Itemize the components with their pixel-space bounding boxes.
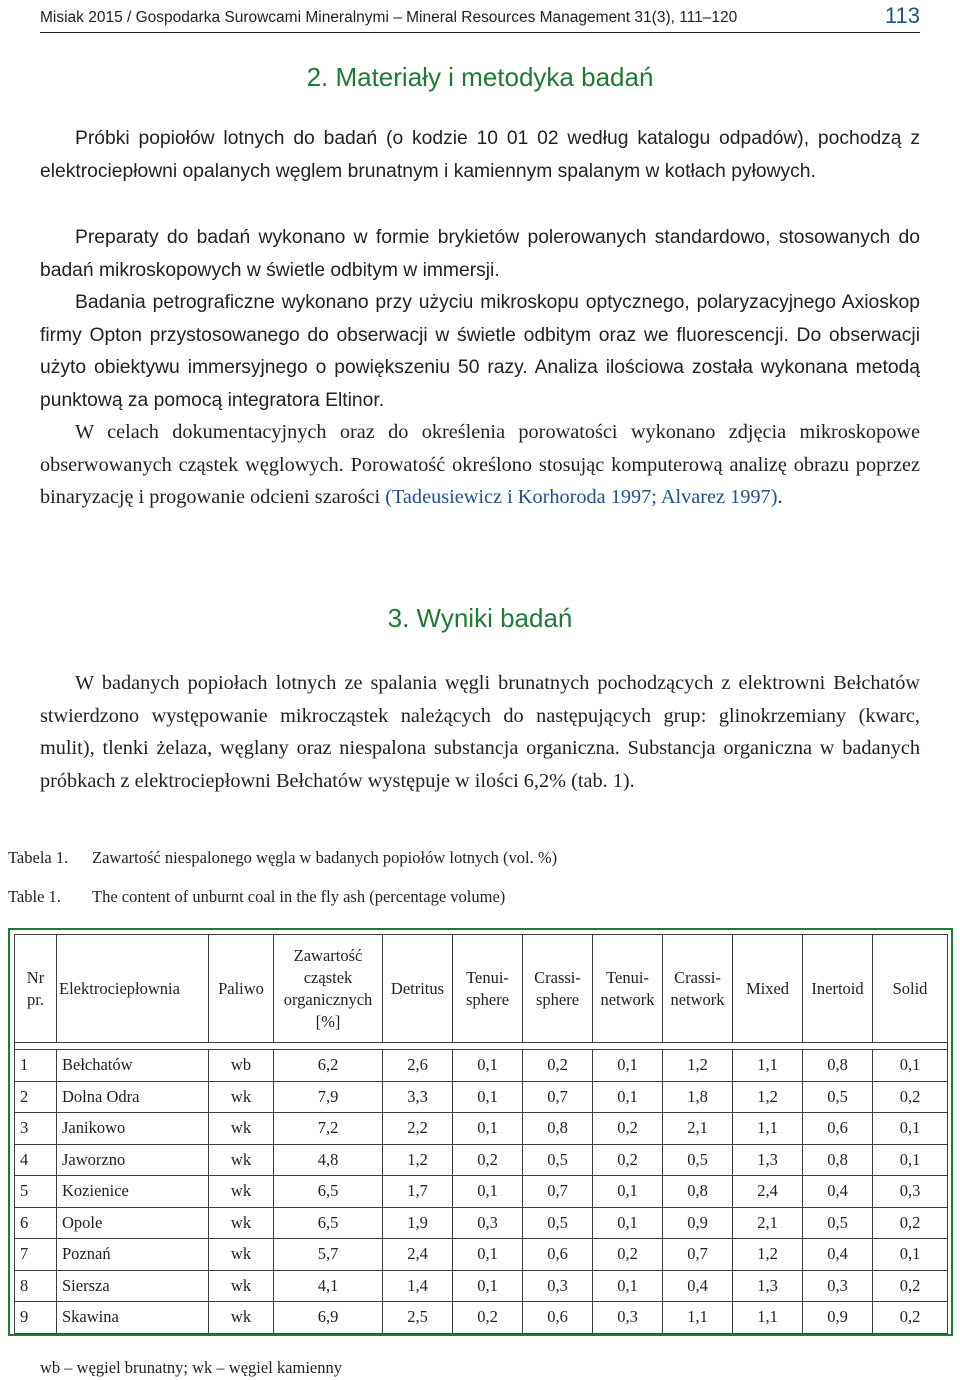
table-cell: 6 — [15, 1207, 57, 1239]
table-cell: 0,2 — [593, 1144, 663, 1176]
table-cell: 0,8 — [803, 1050, 873, 1082]
table-cell: 1,1 — [733, 1050, 803, 1082]
table-cell: Janikowo — [57, 1113, 209, 1145]
table-cell: 0,7 — [523, 1081, 593, 1113]
table-footnote: wb – węgiel brunatny; wk – węgiel kamienny — [40, 1358, 342, 1377]
section-2-title: 2. Materiały i metodyka badań — [306, 62, 654, 92]
table-cell: 0,1 — [453, 1239, 523, 1271]
table-cell: 0,8 — [663, 1176, 733, 1208]
table-cell: wk — [209, 1302, 274, 1334]
table-cell: 0,8 — [523, 1113, 593, 1145]
table-cell: Dolna Odra — [57, 1081, 209, 1113]
table-caption-en — [8, 887, 505, 907]
section-2-paragraph-4 — [40, 416, 920, 514]
table-cell: 2,1 — [733, 1207, 803, 1239]
table-cell: 0,5 — [803, 1207, 873, 1239]
table-row — [15, 1050, 948, 1082]
table-cell: 0,2 — [593, 1239, 663, 1271]
table-cell: 1 — [15, 1050, 57, 1082]
table-cell: Poznań — [57, 1239, 209, 1271]
table-cell: 2,4 — [383, 1239, 453, 1271]
table-row — [15, 1207, 948, 1239]
table-row — [15, 1144, 948, 1176]
table-cell: wk — [209, 1113, 274, 1145]
table-cell: 0,5 — [523, 1207, 593, 1239]
table-cell: 3,3 — [383, 1081, 453, 1113]
page-number: 113 — [884, 3, 920, 28]
table-cell: 6,9 — [274, 1302, 383, 1334]
table-caption-en-label: Table 1. — [8, 887, 61, 906]
table-cell: 9 — [15, 1302, 57, 1334]
section-2-paragraph-1: Próbki popiołów lotnych do badań (o kodzie 10 01 02 według katalogu odpadów), pochodzą z elektrociepłowni opalanych węglem brunatnym i kamiennym spalanym w kotłach pyłowych. — [40, 128, 920, 182]
table-cell: 4 — [15, 1144, 57, 1176]
table-cell: 0,2 — [873, 1081, 948, 1113]
table-cell: 0,3 — [453, 1207, 523, 1239]
table-header-cell: Inertoid — [803, 935, 873, 1043]
section-3-title: 3. Wyniki badań — [387, 603, 573, 633]
table-cell: 0,7 — [663, 1239, 733, 1271]
table-row — [15, 1176, 948, 1208]
table-cell: 8 — [15, 1270, 57, 1302]
table-cell: 0,2 — [873, 1270, 948, 1302]
table-caption-en-text: The content of unburnt coal in the fly ash (percentage volume) — [92, 887, 506, 906]
table-cell: Skawina — [57, 1302, 209, 1334]
table-cell: 5 — [15, 1176, 57, 1208]
table-cell: 0,1 — [593, 1207, 663, 1239]
table-cell: 3 — [15, 1113, 57, 1145]
table-cell: 1,2 — [733, 1081, 803, 1113]
table-header-cell: Solid — [873, 935, 948, 1043]
table-cell: Kozienice — [57, 1176, 209, 1208]
table-cell: 0,7 — [523, 1176, 593, 1208]
table-spacer-row — [15, 1043, 948, 1050]
paragraph-4-text: W celach dokumentacyjnych oraz do określenia porowatości wykonano zdjęcia mikroskopowe obserwowanych cząstek węglowych. Porowatość określono stosując komputerową analizę obrazu poprzez binaryzację i progowanie odcieni szarości — [40, 421, 920, 508]
table-cell: 0,5 — [803, 1081, 873, 1113]
table-cell: wk — [209, 1081, 274, 1113]
table-cell: 0,3 — [803, 1270, 873, 1302]
table-header-cell: Elektrociepłownia — [57, 935, 209, 1043]
table-cell: 0,6 — [523, 1302, 593, 1334]
table-cell: 0,1 — [593, 1081, 663, 1113]
table-cell: 0,6 — [523, 1239, 593, 1271]
table-cell: 0,1 — [873, 1144, 948, 1176]
table-cell: 4,1 — [274, 1270, 383, 1302]
table-cell: 4,8 — [274, 1144, 383, 1176]
table-cell: 0,8 — [803, 1144, 873, 1176]
data-table-frame — [8, 928, 953, 1336]
table-header-cell: Crassi-sphere — [523, 935, 593, 1043]
table-header-cell: Mixed — [733, 935, 803, 1043]
table-cell: 0,1 — [873, 1050, 948, 1082]
table-header-cell: Tenui-sphere — [453, 935, 523, 1043]
table-caption-pl — [8, 848, 557, 868]
table-cell: 2,5 — [383, 1302, 453, 1334]
table-cell: 0,9 — [803, 1302, 873, 1334]
table-cell: 6,5 — [274, 1176, 383, 1208]
table-cell: wk — [209, 1144, 274, 1176]
table-header-row — [15, 935, 948, 1043]
table-cell: 0,4 — [803, 1239, 873, 1271]
table-cell: 7,9 — [274, 1081, 383, 1113]
table-cell: 0,1 — [593, 1270, 663, 1302]
table-cell: 1,3 — [733, 1144, 803, 1176]
table-row — [15, 1081, 948, 1113]
table-cell: 0,6 — [803, 1113, 873, 1145]
table-cell: 0,2 — [593, 1113, 663, 1145]
table-cell: 0,3 — [523, 1270, 593, 1302]
table-row — [15, 1113, 948, 1145]
table-cell: 0,1 — [873, 1239, 948, 1271]
table-row — [15, 1302, 948, 1334]
table-header-cell: Nr pr. — [15, 935, 57, 1043]
table-cell: 1,2 — [663, 1050, 733, 1082]
table-header-cell: Zawartość cząstek organicznych [%] — [274, 935, 383, 1043]
table-cell: 0,1 — [453, 1113, 523, 1145]
table-cell: 2,2 — [383, 1113, 453, 1145]
table-cell: 6,5 — [274, 1207, 383, 1239]
table-cell: 1,2 — [733, 1239, 803, 1271]
table-cell: 2,4 — [733, 1176, 803, 1208]
table-cell: 2,1 — [663, 1113, 733, 1145]
table-row — [15, 1270, 948, 1302]
table-cell: Jaworzno — [57, 1144, 209, 1176]
table-header-cell: Paliwo — [209, 935, 274, 1043]
table-cell: 2 — [15, 1081, 57, 1113]
table-cell: 1,8 — [663, 1081, 733, 1113]
table-caption-pl-text: Zawartość niespalonego węgla w badanych popiołów lotnych (vol. %) — [92, 848, 558, 867]
table-cell: 0,1 — [453, 1050, 523, 1082]
table-row — [15, 1239, 948, 1271]
table-cell: 7 — [15, 1239, 57, 1271]
table-cell: 0,9 — [663, 1207, 733, 1239]
unburnt-coal-table — [14, 934, 948, 1334]
table-cell: 0,1 — [593, 1176, 663, 1208]
table-header-cell: Detritus — [383, 935, 453, 1043]
table-cell: 1,1 — [733, 1302, 803, 1334]
table-cell: wk — [209, 1270, 274, 1302]
table-cell: 0,1 — [593, 1050, 663, 1082]
table-cell: 1,9 — [383, 1207, 453, 1239]
table-cell: 0,1 — [453, 1270, 523, 1302]
table-cell: 1,4 — [383, 1270, 453, 1302]
journal-citation: Misiak 2015 / Gospodarka Surowcami Mineralnymi – Mineral Resources Management 31(3), 111–120 — [40, 9, 738, 26]
table-cell: 0,5 — [663, 1144, 733, 1176]
table-cell: wb — [209, 1050, 274, 1082]
table-cell: wk — [209, 1239, 274, 1271]
table-caption-pl-label: Tabela 1. — [8, 848, 69, 867]
table-cell: wk — [209, 1207, 274, 1239]
table-cell: 1,2 — [383, 1144, 453, 1176]
table-cell: 0,2 — [873, 1302, 948, 1334]
table-cell: 0,2 — [453, 1144, 523, 1176]
table-cell: 0,1 — [873, 1113, 948, 1145]
section-3-paragraph-1: W badanych popiołach lotnych ze spalania węgli brunatnych pochodzących z elektrowni Bełchatów stwierdzono występowanie mikrocząstek należących do następujących grup: glinokrzemiany (kwarc, mulit), tlenki żelaza, węglany oraz niespalona substancja organiczna. Substancja organiczna w badanych próbkach z elektrociepłowni Bełchatów występuje w ilości 6,2% (tab. 1). — [40, 672, 920, 792]
section-2-paragraph-3: Badania petrograficzne wykonano przy użyciu mikroskopu optycznego, polaryzacyjnego Axioskop firmy Opton przystosowanego do obserwacji w świetle odbitym oraz we fluorescencji. Do obserwacji użyto obiektywu immersyjnego o powiększeniu 50 razy. Analiza ilościowa została wykonana metodą punktową za pomocą integratora Eltinor. — [40, 292, 920, 411]
table-cell: wk — [209, 1176, 274, 1208]
table-cell: 0,1 — [453, 1081, 523, 1113]
table-cell: 5,7 — [274, 1239, 383, 1271]
table-cell: 2,6 — [383, 1050, 453, 1082]
table-cell: 0,4 — [803, 1176, 873, 1208]
table-header-cell: Crassi-network — [663, 935, 733, 1043]
table-cell: 0,3 — [873, 1176, 948, 1208]
table-cell: 0,2 — [873, 1207, 948, 1239]
section-2-paragraph-2: Preparaty do badań wykonano w formie brykietów polerowanych standardowo, stosowanych do badań mikroskopowych w świetle odbitym w immersji. — [40, 227, 920, 281]
table-cell: 1,1 — [733, 1113, 803, 1145]
table-cell: 0,3 — [593, 1302, 663, 1334]
table-cell: 6,2 — [274, 1050, 383, 1082]
table-cell: 1,3 — [733, 1270, 803, 1302]
table-cell: 0,4 — [663, 1270, 733, 1302]
paragraph-4-end: . — [777, 486, 783, 508]
table-header-cell: Tenui-network — [593, 935, 663, 1043]
table-cell: 0,5 — [523, 1144, 593, 1176]
table-cell: Opole — [57, 1207, 209, 1239]
table-cell: Siersza — [57, 1270, 209, 1302]
running-header — [40, 4, 920, 33]
table-cell: Bełchatów — [57, 1050, 209, 1082]
table-cell: 0,2 — [523, 1050, 593, 1082]
table-cell: 1,1 — [663, 1302, 733, 1334]
table-cell: 0,1 — [453, 1176, 523, 1208]
table-cell: 1,7 — [383, 1176, 453, 1208]
table-cell: 0,2 — [453, 1302, 523, 1334]
table-cell: 7,2 — [274, 1113, 383, 1145]
citation-link[interactable]: (Tadeusiewicz i Korhoroda 1997; Alvarez 1997) — [385, 486, 778, 508]
